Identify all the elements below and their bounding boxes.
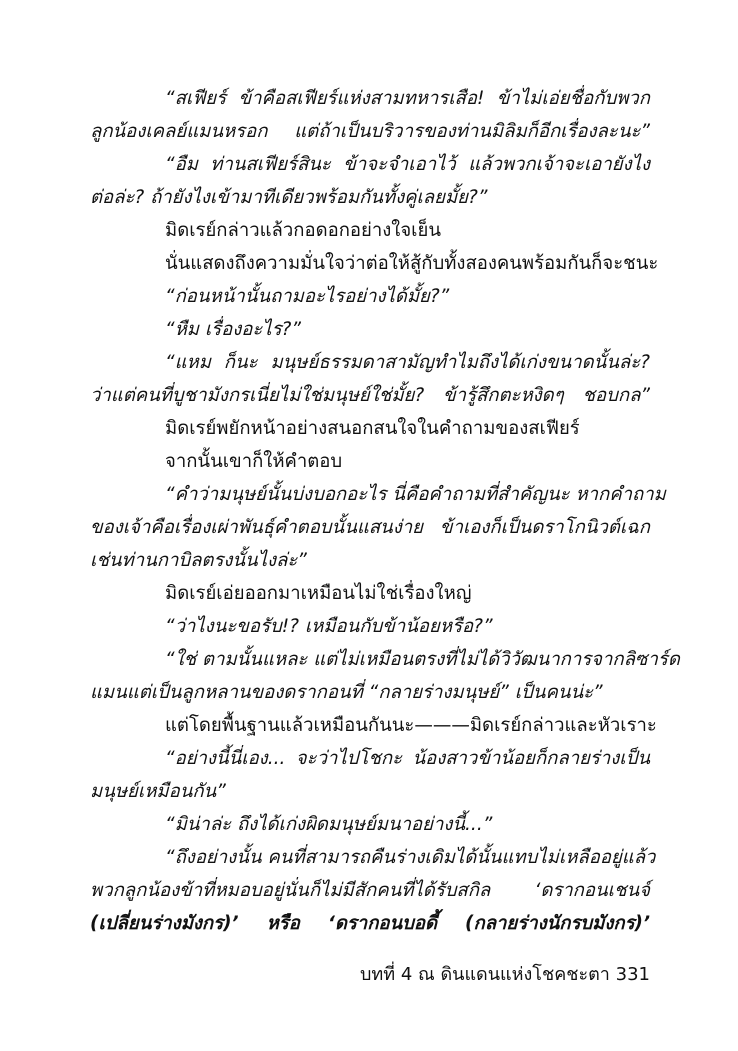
text-line: มิดเรย์พยักหน้าอย่างสนอกสนใจในคำถามของสเฟียร์ xyxy=(165,418,580,439)
text-line: “มิน่าล่ะ ถึงได้เก่งผิดมนุษย์มนาอย่างนี้...” xyxy=(165,814,493,835)
text-line: มนุษย์เหมือนกัน” xyxy=(90,781,226,802)
text-line: “อืม ท่านสเฟียร์สินะ ข้าจะจำเอาไว้ แล้วพวกเจ้าจะเอายังไง xyxy=(165,154,650,175)
text-line: “ว่าไงนะขอรับ!? เหมือนกับข้าน้อยหรือ?” xyxy=(165,616,493,637)
text-line: จากนั้นเขาก็ให้คำตอบ xyxy=(165,451,343,472)
text-line: “ถึงอย่างนั้น คนที่สามารถคืนร่างเดิมได้นั้นแทบไม่เหลืออยู่แล้ว xyxy=(165,847,656,868)
text-line: ลูกน้องเคลย์แมนหรอก แต่ถ้าเป็นบริวารของท่านมิลิมก็อีกเรื่องละนะ” xyxy=(90,121,650,142)
text-line: “สเฟียร์ ข้าคือสเฟียร์แห่งสามทหารเสือ! ข้าไม่เอ่ยชื่อกับพวก xyxy=(165,88,650,109)
text-line: นั่นแสดงถึงความมั่นใจว่าต่อให้สู้กับทั้งสองคนพร้อมกันก็จะชนะ xyxy=(165,253,659,274)
text-line: มิดเรย์กล่าวแล้วกอดอกอย่างใจเย็น xyxy=(165,220,441,241)
text-line: ของเจ้าคือเรื่องเผ่าพันธุ์คำตอบนั้นแสนง่าย ข้าเองก็เป็นดราโกนิวต์เฉก xyxy=(90,517,650,538)
text-line: “อย่างนี้นี่เอง... จะว่าไปโชกะ น้องสาวข้าน้อยก็กลายร่างเป็น xyxy=(165,748,650,769)
text-line: แต่โดยพื้นฐานแล้วเหมือนกันนะ———มิดเรย์กล่าวและหัวเราะ xyxy=(165,715,657,736)
text-line: “คำว่ามนุษย์นั้นบ่งบอกอะไร นี่คือคำถามที่สำคัญนะ หากคำถาม xyxy=(165,484,666,505)
text-line: มิดเรย์เอ่ยออกมาเหมือนไม่ใช่เรื่องใหญ่ xyxy=(165,583,472,604)
text-line: ต่อล่ะ? ถ้ายังไงเข้ามาทีเดียวพร้อมกันทั้งคู่เลยมั้ย?” xyxy=(90,187,488,208)
text-line: “ใช่ ตามนั้นแหละ แต่ไม่เหมือนตรงที่ไม่ได้วิวัฒนาการจากลิซาร์ด xyxy=(165,649,680,670)
text-line: เช่นท่านกาบิลตรงนั้นไงล่ะ” xyxy=(90,550,307,571)
text-line: “แหม ก็นะ มนุษย์ธรรมดาสามัญทำไมถึงได้เก่งขนาดนั้นล่ะ? xyxy=(165,352,650,373)
page-footer: บทที่ 4 ณ ดินแดนแห่งโชคชะตา 331 xyxy=(359,964,650,985)
text-line: “หืม เรื่องอะไร?” xyxy=(165,319,301,340)
text-line: (เปลี่ยนร่างมังกร)’ หรือ ‘ดรากอนบอดี้ (กลายร่างนักรบมังกร)’ xyxy=(90,913,650,934)
text-line: “ก่อนหน้านั้นถามอะไรอย่างได้มั้ย?” xyxy=(165,286,450,307)
text-line: แมนแต่เป็นลูกหลานของดรากอนที่ “กลายร่างมนุษย์” เป็นคนน่ะ” xyxy=(90,682,603,703)
text-line: พวกลูกน้องข้าที่หมอบอยู่นั่นก็ไม่มีสักคนที่ได้รับสกิล ‘ดรากอนเชนจ์ xyxy=(90,880,650,901)
text-line: ว่าแต่คนที่บูชามังกรเนี่ยไม่ใช่มนุษย์ใช่มั้ย? ข้ารู้สึกตะหงิดๆ ชอบกล” xyxy=(90,385,650,406)
